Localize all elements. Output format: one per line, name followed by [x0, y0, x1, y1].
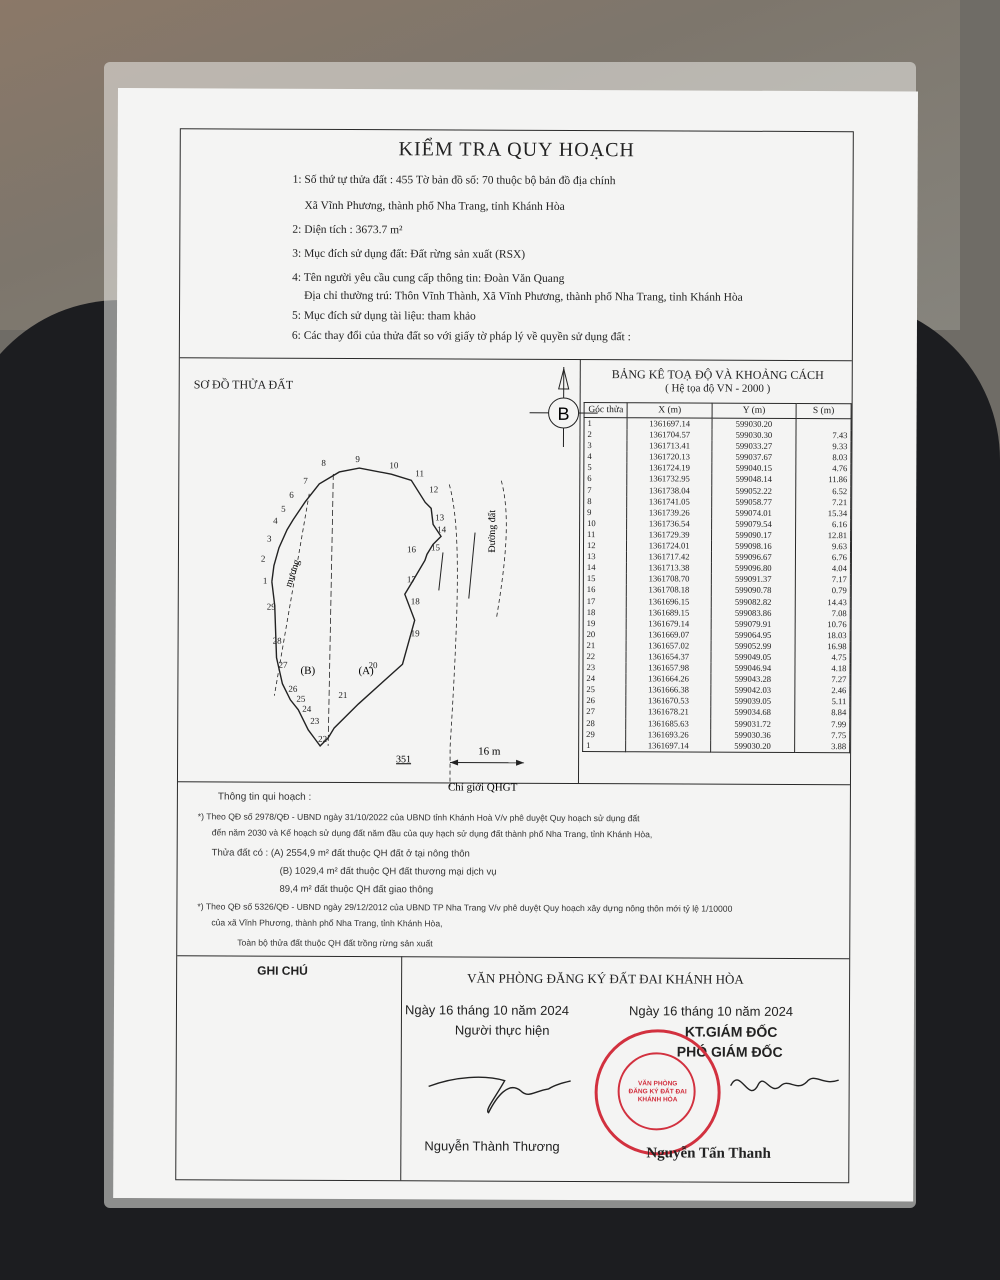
cell-s: 18.03 [795, 630, 850, 641]
plan-label: SƠ ĐỒ THỬA ĐẤT [193, 377, 294, 392]
road-mark-1 [439, 552, 443, 590]
cell-corner: 9 [584, 507, 628, 518]
road-edge-left [448, 484, 458, 786]
cell-s: 6.16 [796, 519, 851, 530]
cell-s [796, 418, 851, 430]
corner-point-label: 1 [262, 575, 268, 586]
cell-y: 599030.30 [712, 430, 796, 441]
cell-corner: 27 [583, 706, 627, 717]
cell-x: 1361669.07 [627, 629, 711, 640]
cell-corner: 1 [583, 740, 627, 752]
cell-corner: 28 [583, 718, 627, 729]
cell-x: 1361693.26 [626, 729, 710, 740]
cell-s: 7.08 [795, 608, 850, 619]
corner-point-label: 2 [260, 553, 266, 564]
corner-point-label: 15 [430, 542, 441, 553]
document-page [113, 88, 918, 1201]
address-line: Địa chỉ thường trú: Thôn Vĩnh Thành, Xã Vĩnh Phương, thành phố Nha Trang, tỉnh Khánh Hòa [304, 289, 743, 304]
cell-s: 7.75 [795, 730, 850, 741]
cell-s: 16.98 [795, 641, 850, 652]
cell-s: 12.81 [796, 530, 851, 541]
parcel-diagram [178, 365, 580, 794]
cell-x: 1361696.15 [627, 596, 711, 607]
date-left: Ngày 16 tháng 10 năm 2024 [404, 1002, 570, 1018]
region-b-label: (B) [300, 664, 316, 677]
boundary-label: Chỉ giới QHGT [447, 781, 518, 794]
corner-point-label: 7 [303, 475, 308, 486]
cell-y: 599031.72 [711, 718, 795, 729]
info-p1a: *) Theo QĐ số 2978/QĐ - UBND ngày 31/10/2022 của UBND tỉnh Khánh Hoà V/v phê duyệt Quy hoạch sử dụng đất [197, 811, 640, 824]
north-label: B [557, 403, 570, 424]
cell-corner: 12 [583, 540, 627, 551]
distance-label: 16 m [478, 745, 501, 758]
corner-point-label: 5 [281, 503, 286, 514]
cell-s: 15.34 [796, 508, 851, 519]
col-s: S (m) [796, 403, 851, 418]
corner-point-label: 18 [410, 596, 420, 607]
cell-s: 7.43 [796, 430, 851, 441]
cell-corner: 10 [584, 518, 628, 529]
cell-y: 599058.77 [712, 496, 796, 507]
corner-point-label: 8 [321, 457, 326, 468]
corner-point-label: 24 [302, 703, 312, 714]
cell-y: 599090.17 [711, 530, 795, 541]
cell-y: 599030.36 [711, 729, 795, 740]
cell-x: 1361708.70 [627, 574, 711, 585]
cell-corner: 22 [583, 651, 627, 662]
cell-corner: 2 [584, 429, 628, 440]
cell-s: 9.63 [795, 541, 850, 552]
cell-s: 10.76 [795, 619, 850, 630]
info-p1b: đến năm 2030 và Kế hoạch sử dụng đất năm đầu của quy hạch sử dụng đất thành phố Nha Trang, tỉnh Khánh Hòa, [211, 827, 653, 840]
cell-y: 599052.99 [711, 640, 795, 651]
cell-y: 599042.03 [711, 685, 795, 696]
purpose-line: 5: Mục đích sử dụng tài liệu: tham khảo [291, 309, 476, 323]
director-signature [725, 1056, 845, 1117]
cell-corner: 5 [584, 462, 628, 473]
corner-point-label: 19 [410, 628, 420, 639]
cell-y: 599048.14 [712, 474, 796, 485]
cell-y: 599079.91 [711, 618, 795, 629]
cell-s: 6.76 [795, 552, 850, 563]
corner-point-label: 26 [288, 683, 298, 694]
table-subtitle: ( Hệ tọa độ VN - 2000 ) [665, 382, 771, 395]
cell-corner: 4 [584, 451, 628, 462]
cell-x: 1361666.38 [626, 684, 710, 695]
cell-x: 1361697.14 [626, 740, 710, 752]
road-mark-2 [469, 533, 475, 599]
cell-x: 1361713.38 [627, 562, 711, 573]
coordinate-table-panel [582, 367, 852, 753]
cell-x: 1361657.98 [626, 662, 710, 673]
cell-x: 1361679.14 [627, 618, 711, 629]
cell-s: 9.33 [796, 441, 851, 452]
cell-x: 1361724.19 [627, 463, 711, 474]
cell-x: 1361741.05 [627, 496, 711, 507]
cell-corner: 25 [583, 684, 627, 695]
corner-point-label: 22 [318, 733, 328, 744]
performer-label: Người thực hiện [454, 1022, 550, 1038]
parcel-location-line: Xã Vĩnh Phương, thành phố Nha Trang, tỉnh Khánh Hòa [304, 199, 565, 213]
cell-y: 599040.15 [712, 463, 796, 474]
cell-corner: 19 [583, 618, 627, 629]
cell-y: 599096.80 [711, 563, 795, 574]
info-p2a: *) Theo QĐ số 5326/QĐ - UBND ngày 29/12/2012 của UBND TP Nha Trang V/v phê duyệt Quy hoạch xây dựng nông thôn mới tỷ lệ 1/10000 [197, 901, 733, 914]
cell-y: 599091.37 [711, 574, 795, 585]
cell-y: 599090.78 [711, 585, 795, 596]
cell-x: 1361704.57 [627, 429, 711, 440]
table-title: BẢNG KÊ TOẠ ĐỘ VÀ KHOẢNG CÁCH [611, 367, 824, 383]
corner-point-labels [260, 454, 447, 745]
cell-y: 599030.20 [712, 418, 796, 430]
corner-point-label: 3 [267, 533, 272, 544]
cell-s: 0.79 [795, 585, 850, 596]
cell-s: 7.99 [795, 718, 850, 729]
road-label: Đường đất [486, 509, 499, 553]
corner-point-label: 25 [296, 693, 306, 704]
cell-corner: 17 [583, 596, 627, 607]
cell-y: 599030.20 [710, 740, 794, 752]
seal-inner-ring [617, 1052, 695, 1130]
cell-y: 599083.86 [711, 607, 795, 618]
land-use-line: 3: Mục đích sử dụng đất: Đất rừng sản xuất (RSX) [292, 247, 526, 261]
cell-y: 599098.16 [711, 541, 795, 552]
cell-y: 599052.22 [712, 485, 796, 496]
cell-x: 1361736.54 [627, 518, 711, 529]
info-p2c: Toàn bộ thửa đất thuộc QH đất trồng rừng sản xuất [237, 937, 433, 949]
cell-corner: 26 [583, 695, 627, 706]
col-y: Y (m) [712, 403, 796, 418]
cell-s: 3.88 [795, 741, 850, 753]
table-header-row [584, 403, 851, 419]
cell-corner: 20 [583, 629, 627, 640]
cell-x: 1361664.26 [626, 673, 710, 684]
cell-y: 599034.68 [711, 707, 795, 718]
changes-line: 6: Các thay đổi của thửa đất so với giấy tờ pháp lý về quyền sử dụng đất : [291, 329, 631, 344]
document-frame [175, 128, 854, 1183]
cell-s: 4.18 [795, 663, 850, 674]
cell-s: 2.46 [795, 685, 850, 696]
cell-y: 599033.27 [712, 441, 796, 452]
corner-point-label: 27 [278, 659, 288, 670]
cell-x: 1361717.42 [627, 551, 711, 562]
corner-point-label: 13 [435, 512, 445, 523]
cell-corner: 18 [583, 607, 627, 618]
cell-y: 599046.94 [711, 663, 795, 674]
corner-point-label: 10 [389, 460, 399, 471]
cell-s: 7.27 [795, 674, 850, 685]
cell-corner: 15 [583, 573, 627, 584]
cell-corner: 23 [583, 662, 627, 673]
cell-x: 1361685.63 [626, 718, 710, 729]
corner-point-label: 29 [266, 601, 276, 612]
info-p1c: Thửa đất có : (A) 2554,9 m² đất thuộc QH đất ở tại nông thôn [211, 847, 470, 860]
signature-divider [400, 956, 402, 1180]
cell-x: 1361729.39 [627, 529, 711, 540]
cell-s: 5.11 [795, 696, 850, 707]
col-x: X (m) [628, 403, 712, 418]
cell-x: 1361732.95 [627, 474, 711, 485]
corner-point-label: 23 [310, 715, 320, 726]
cell-corner: 29 [583, 729, 627, 740]
requester-line: 4: Tên người yêu cầu cung cấp thông tin: Đoàn Văn Quang [292, 271, 565, 285]
cell-corner: 14 [583, 562, 627, 573]
corner-point-label: 9 [355, 454, 360, 465]
corner-point-label: 16 [406, 544, 417, 555]
cell-corner: 3 [584, 440, 628, 451]
cell-y: 599039.05 [711, 696, 795, 707]
corner-point-label: 17 [406, 574, 416, 585]
cell-corner: 16 [583, 584, 627, 595]
cell-corner: 7 [584, 485, 628, 496]
cell-s: 8.03 [796, 452, 851, 463]
corner-point-label: 14 [437, 524, 447, 535]
cell-corner: 1 [584, 418, 628, 430]
corner-point-label: 11 [415, 468, 425, 479]
cell-s: 7.17 [795, 574, 850, 585]
cell-s: 4.04 [795, 563, 850, 574]
cell-s: 14.43 [795, 596, 850, 607]
cell-x: 1361713.41 [627, 440, 711, 451]
cell-s: 7.21 [796, 497, 851, 508]
cell-x: 1361708.18 [627, 585, 711, 596]
cell-corner: 8 [584, 496, 628, 507]
cell-y: 599074.01 [711, 507, 795, 518]
zoning-line [328, 474, 333, 746]
cell-x: 1361678.21 [626, 707, 710, 718]
corner-point-label: 4 [273, 515, 278, 526]
cell-x: 1361697.14 [627, 418, 711, 430]
area-line: 2: Diện tích : 3673.7 m² [292, 223, 403, 237]
table-row [583, 740, 850, 753]
info-p1e: 89,4 m² đất thuộc QH đất giao thông [279, 883, 434, 896]
official-seal [594, 1029, 721, 1156]
info-heading: Thông tin qui hoạch : [217, 791, 312, 803]
cell-x: 1361689.15 [627, 607, 711, 618]
coordinate-table [582, 402, 852, 753]
cell-x: 1361739.26 [627, 507, 711, 518]
cell-corner: 21 [583, 640, 627, 651]
cell-y: 599082.82 [711, 596, 795, 607]
header-divider [180, 357, 852, 361]
corner-point-label: 21 [338, 689, 348, 701]
cell-x: 1361738.04 [627, 485, 711, 496]
corner-point-label: 6 [289, 489, 294, 500]
cell-y: 599064.95 [711, 629, 795, 640]
cell-y: 599037.67 [712, 452, 796, 463]
cell-s: 6.52 [796, 486, 851, 497]
cell-y: 599043.28 [711, 674, 795, 685]
info-p2b: của xã Vĩnh Phương, thành phố Nha Trang, tỉnh Khánh Hòa, [211, 917, 443, 929]
cell-s: 8.84 [795, 707, 850, 718]
cell-x: 1361657.02 [627, 640, 711, 651]
document-title: KIỂM TRA QUY HOẠCH [398, 138, 635, 162]
ditch-label: mương [283, 558, 303, 589]
director-title-2: PHÓ GIÁM ĐỐC [676, 1043, 783, 1060]
corner-point-label: 28 [272, 635, 282, 646]
region-a-label: (A) [358, 665, 374, 678]
cell-y: 599079.54 [711, 518, 795, 529]
neighbor-parcel-label: 351 [396, 754, 412, 766]
cell-y: 599049.05 [711, 652, 795, 663]
road-edge-right [497, 481, 507, 617]
cell-s: 4.75 [795, 652, 850, 663]
cell-corner: 11 [584, 529, 628, 540]
cell-y: 599096.67 [711, 552, 795, 563]
note-label: GHI CHÚ [257, 963, 308, 978]
col-corner: Góc thửa [584, 403, 628, 418]
table-body [583, 418, 851, 753]
cell-x: 1361670.53 [626, 696, 710, 707]
seal-text: VĂN PHÒNG ĐĂNG KÝ ĐẤT ĐAI KHÁNH HÒA [628, 1080, 687, 1104]
performer-signature [424, 1050, 574, 1121]
cell-s: 11.86 [796, 474, 851, 485]
cell-x: 1361724.01 [627, 540, 711, 551]
cell-x: 1361654.37 [626, 651, 710, 662]
parcel-number-line: 1: Số thứ tự thửa đất : 455 Tờ bản đồ số: 70 thuộc bộ bản đồ địa chính [292, 173, 616, 188]
performer-name: Nguyễn Thành Thương [424, 1138, 560, 1154]
date-right: Ngày 16 tháng 10 năm 2024 [628, 1003, 794, 1019]
parcel-boundary [271, 468, 441, 747]
cell-corner: 24 [583, 673, 627, 684]
office-name: VĂN PHÒNG ĐĂNG KÝ ĐẤT ĐAI KHÁNH HÒA [467, 970, 744, 987]
cell-s: 4.76 [796, 463, 851, 474]
cell-corner: 13 [583, 551, 627, 562]
corner-point-label: 12 [429, 484, 439, 495]
cell-corner: 6 [584, 474, 628, 485]
cell-x: 1361720.13 [627, 452, 711, 463]
info-p1d: (B) 1029,4 m² đất thuộc QH đất thương mại dịch vụ [279, 865, 497, 878]
director-name: Nguyễn Tấn Thanh [646, 1145, 771, 1162]
info-divider [177, 955, 849, 959]
director-title-1: KT.GIÁM ĐỐC [684, 1023, 778, 1040]
corner-point-label: 20 [368, 660, 378, 671]
